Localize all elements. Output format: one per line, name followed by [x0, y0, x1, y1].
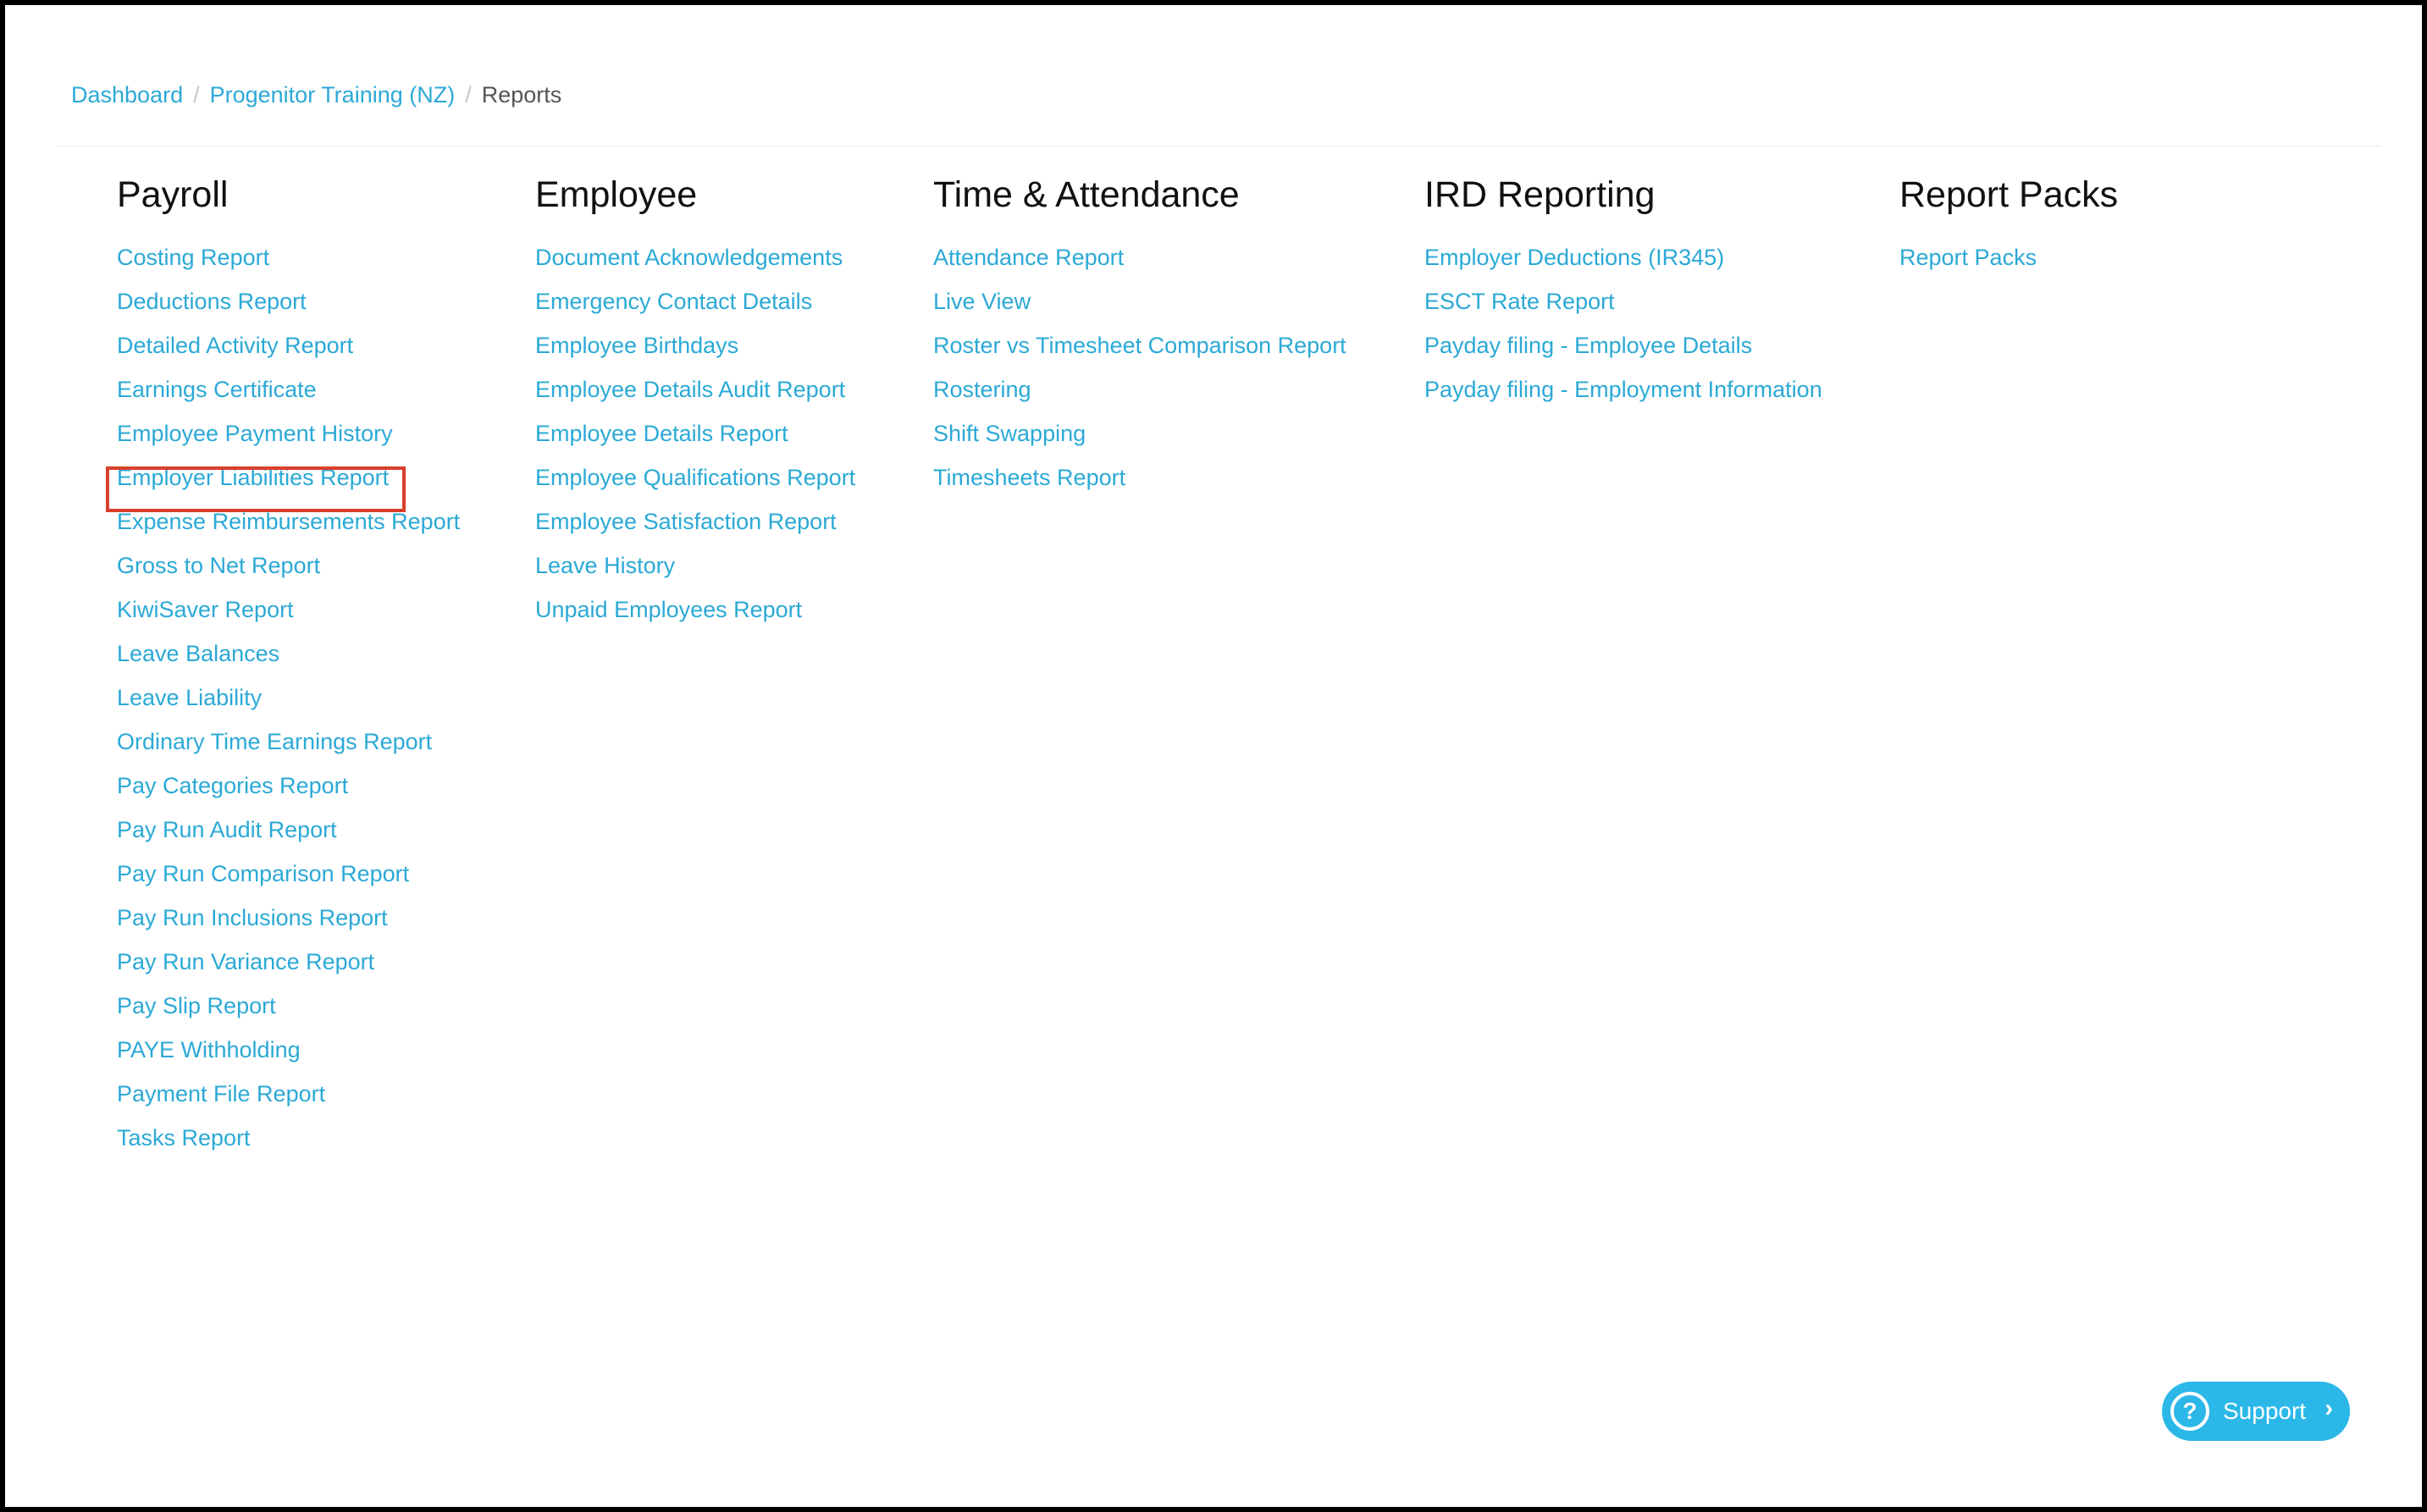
- report-packs-section: [1899, 169, 2118, 279]
- link-leave-liability[interactable]: Leave Liability: [117, 685, 263, 710]
- list-item: [1424, 235, 1822, 279]
- link-pay-categories-report[interactable]: Pay Categories Report: [117, 773, 349, 798]
- time-attendance-report-list: [933, 235, 1346, 499]
- link-payday-filing-employee-details[interactable]: Payday filing - Employee Details: [1424, 333, 1753, 358]
- link-employee-details-report[interactable]: Employee Details Report: [535, 421, 788, 446]
- list-item: [535, 411, 855, 455]
- link-leave-history[interactable]: Leave History: [535, 553, 676, 578]
- link-gross-to-net-report[interactable]: Gross to Net Report: [117, 553, 321, 578]
- list-item: [117, 544, 460, 588]
- report-packs-list: [1899, 235, 2118, 279]
- link-deductions-report[interactable]: Deductions Report: [117, 289, 307, 314]
- link-employee-satisfaction-report[interactable]: Employee Satisfaction Report: [535, 509, 837, 534]
- link-payday-filing-employment-information[interactable]: Payday filing - Employment Information: [1424, 377, 1822, 402]
- employee-report-list: [535, 235, 855, 632]
- section-heading-time-attendance: Time & Attendance: [933, 174, 1240, 215]
- list-item: [117, 1116, 460, 1160]
- list-item: [117, 499, 460, 544]
- ird-reporting-section: [1424, 169, 1822, 411]
- list-item: [933, 411, 1346, 455]
- link-pay-run-variance-report[interactable]: Pay Run Variance Report: [117, 949, 375, 974]
- list-item: [117, 323, 460, 367]
- list-item: [117, 411, 460, 455]
- link-attendance-report[interactable]: Attendance Report: [933, 245, 1125, 270]
- link-expense-reimbursements-report[interactable]: Expense Reimbursements Report: [117, 509, 461, 534]
- list-item: [117, 367, 460, 411]
- link-costing-report[interactable]: Costing Report: [117, 245, 270, 270]
- list-item: [933, 323, 1346, 367]
- link-payment-file-report[interactable]: Payment File Report: [117, 1081, 326, 1106]
- list-item: [1424, 323, 1822, 367]
- link-employer-liabilities-report[interactable]: Employer Liabilities Report: [117, 465, 390, 490]
- list-item: [1424, 367, 1822, 411]
- time-attendance-section: [933, 169, 1346, 499]
- link-earnings-certificate[interactable]: Earnings Certificate: [117, 377, 317, 402]
- breadcrumb-dashboard[interactable]: Dashboard: [71, 82, 184, 108]
- list-item: [117, 808, 460, 852]
- list-item: [535, 367, 855, 411]
- link-report-packs[interactable]: Report Packs: [1899, 245, 2037, 270]
- payroll-section: [117, 169, 460, 1160]
- list-item: [933, 455, 1346, 499]
- link-emergency-contact-details[interactable]: Emergency Contact Details: [535, 289, 813, 314]
- link-tasks-report[interactable]: Tasks Report: [117, 1125, 251, 1151]
- list-item: [117, 235, 460, 279]
- list-item: [535, 323, 855, 367]
- link-document-acknowledgements[interactable]: Document Acknowledgements: [535, 245, 843, 270]
- link-detailed-activity-report[interactable]: Detailed Activity Report: [117, 333, 354, 358]
- list-item: [117, 896, 460, 940]
- list-item: [117, 676, 460, 720]
- breadcrumb-current: Reports: [481, 82, 562, 108]
- section-heading-ird-reporting: IRD Reporting: [1424, 174, 1656, 215]
- list-item: [933, 367, 1346, 411]
- list-item: [535, 588, 855, 632]
- section-heading-employee: Employee: [535, 174, 698, 215]
- support-button[interactable]: [2162, 1382, 2350, 1441]
- list-item: [1424, 279, 1822, 323]
- link-employer-deductions-ir345[interactable]: Employer Deductions (IR345): [1424, 245, 1725, 270]
- payroll-report-list: [117, 235, 460, 1160]
- list-item: [1899, 235, 2118, 279]
- link-pay-run-audit-report[interactable]: Pay Run Audit Report: [117, 817, 337, 842]
- list-item: [117, 1028, 460, 1072]
- list-item: [117, 940, 460, 984]
- list-item: [117, 720, 460, 764]
- breadcrumb-separator: /: [193, 82, 200, 108]
- breadcrumb: [71, 80, 561, 110]
- list-item: [933, 279, 1346, 323]
- link-pay-run-inclusions-report[interactable]: Pay Run Inclusions Report: [117, 905, 388, 930]
- link-employee-details-audit-report[interactable]: Employee Details Audit Report: [535, 377, 846, 402]
- link-shift-swapping[interactable]: Shift Swapping: [933, 421, 1086, 446]
- link-pay-run-comparison-report[interactable]: Pay Run Comparison Report: [117, 861, 410, 886]
- link-employee-birthdays[interactable]: Employee Birthdays: [535, 333, 739, 358]
- breadcrumb-separator: /: [465, 82, 472, 108]
- link-timesheets-report[interactable]: Timesheets Report: [933, 465, 1126, 490]
- link-kiwisaver-report[interactable]: KiwiSaver Report: [117, 597, 294, 622]
- employee-section: [535, 169, 855, 632]
- link-paye-withholding[interactable]: PAYE Withholding: [117, 1037, 301, 1062]
- support-label: Support: [2223, 1398, 2307, 1424]
- list-item: [535, 279, 855, 323]
- list-item: [535, 544, 855, 588]
- list-item: [535, 455, 855, 499]
- list-item: [117, 455, 460, 499]
- list-item: [117, 279, 460, 323]
- list-item: [117, 588, 460, 632]
- list-item: [117, 764, 460, 808]
- link-roster-vs-timesheet-comparison-report[interactable]: Roster vs Timesheet Comparison Report: [933, 333, 1346, 358]
- list-item: [535, 235, 855, 279]
- link-employee-payment-history[interactable]: Employee Payment History: [117, 421, 393, 446]
- link-rostering[interactable]: Rostering: [933, 377, 1031, 402]
- link-pay-slip-report[interactable]: Pay Slip Report: [117, 993, 276, 1018]
- ird-reporting-report-list: [1424, 235, 1822, 411]
- link-esct-rate-report[interactable]: ESCT Rate Report: [1424, 289, 1615, 314]
- section-heading-payroll: Payroll: [117, 174, 229, 215]
- help-circle-icon: ?: [2170, 1392, 2209, 1431]
- list-item: [535, 499, 855, 544]
- link-live-view[interactable]: Live View: [933, 289, 1031, 314]
- link-leave-balances[interactable]: Leave Balances: [117, 641, 280, 666]
- section-heading-report-packs: Report Packs: [1899, 174, 2119, 215]
- list-item: [117, 852, 460, 896]
- link-unpaid-employees-report[interactable]: Unpaid Employees Report: [535, 597, 803, 622]
- chevron-right-icon: ›: [2325, 1394, 2334, 1422]
- breadcrumb-progenitor-training[interactable]: Progenitor Training (NZ): [209, 82, 456, 108]
- list-item: [933, 235, 1346, 279]
- list-item: [117, 1072, 460, 1116]
- link-ordinary-time-earnings-report[interactable]: Ordinary Time Earnings Report: [117, 729, 433, 754]
- link-employee-qualifications-report[interactable]: Employee Qualifications Report: [535, 465, 856, 490]
- list-item: [117, 632, 460, 676]
- list-item: [117, 984, 460, 1028]
